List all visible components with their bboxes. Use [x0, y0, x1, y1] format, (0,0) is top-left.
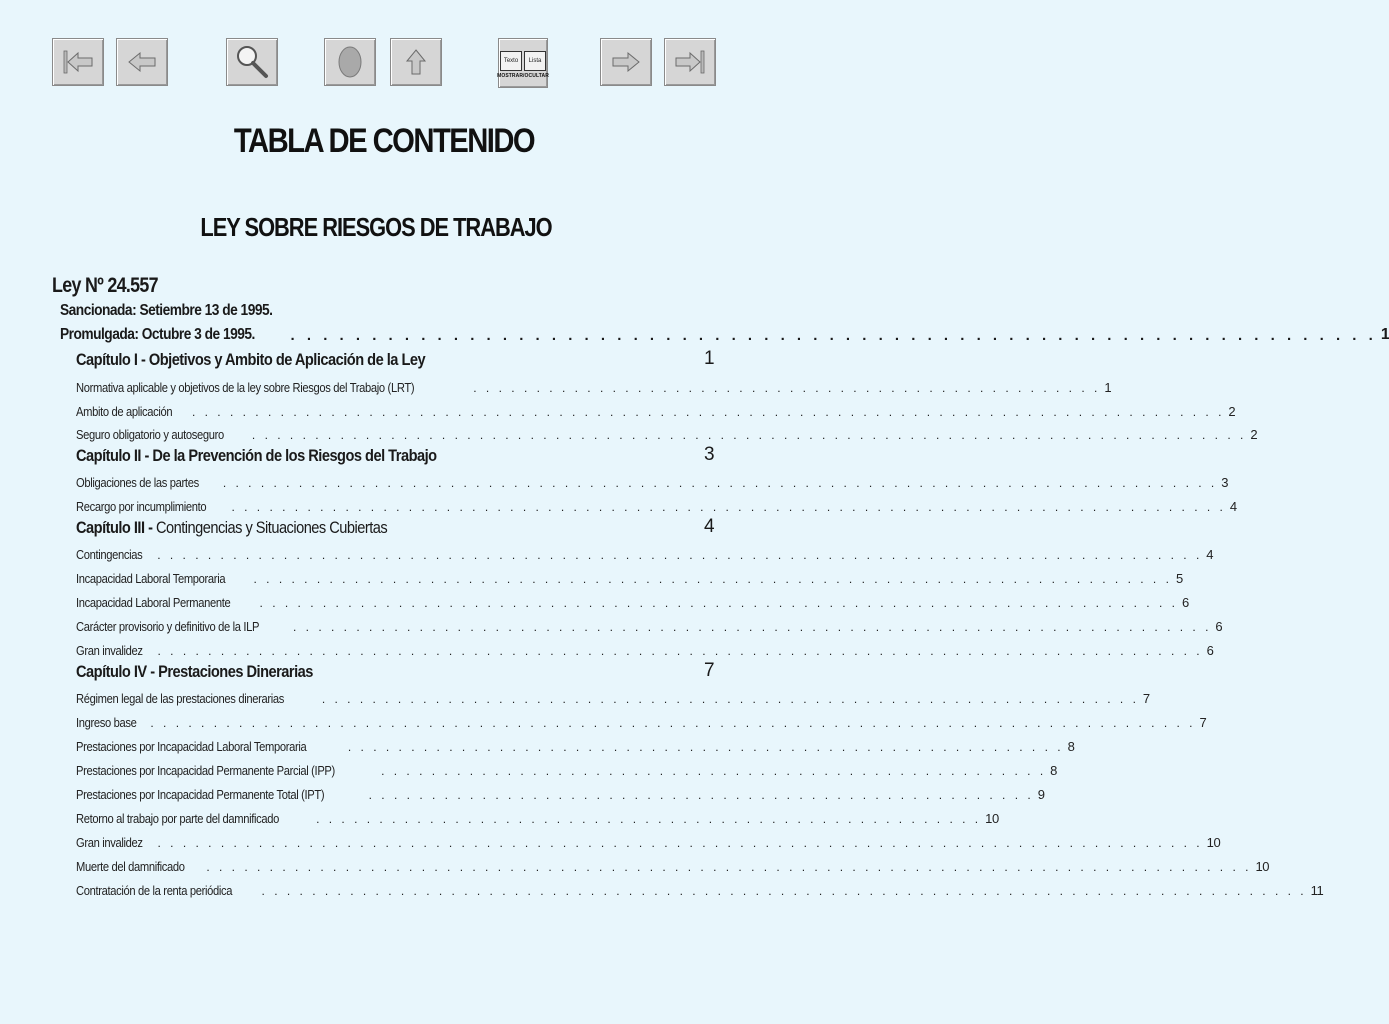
toc-entry[interactable] [76, 852, 1270, 874]
dot-leader: . . . . . . . . . . . . . . . . . . . . . . . . . . . . . . . . . . . . . . . . . . . . . . . . . . . . . . . . . . . . . . . . . . . . . . . . . [253, 572, 1172, 586]
toc-entry[interactable] [76, 588, 1189, 610]
dot-leader: . . . . . . . . . . . . . . . . . . . . . . . . . . . . . . . . . . . . . . . . . . . . . . . . . . . . . [381, 764, 1047, 778]
page-number: 1 [1380, 326, 1389, 343]
next-page-icon [608, 47, 644, 77]
entry-label: Prestaciones por Incapacidad Laboral Temporaria [76, 739, 307, 754]
dot-leader: . . . . . . . . . . . . . . . . . . . . . . . . . . . . . . . . . . . . . . . . . . . . . . . . . . . . . . . . . . . . . . . . . . . . . . . . . . . . . . . . . . [191, 405, 1225, 419]
entry-label: Ingreso base [76, 715, 137, 730]
chapter-title: Capítulo II - De la Prevención de los Riesgos del Trabajo [76, 446, 437, 465]
dot-leader: . . . . . . . . . . . . . . . . . . . . . . . . . . . . . . . . . . . . . . . . . . . . . . . . . . . . . . . . . . . . . . . . . . . . . . . . . . . . . . . . . . . [150, 716, 1196, 730]
dot-leader: . . . . . . . . . . . . . . . . . . . . . . . . . . . . . . . . . . . . . . . . . . . . . . . . . . [473, 381, 1101, 395]
page-number: 2 [1250, 427, 1258, 442]
dot-leader: . . . . . . . . . . . . . . . . . . . . . . . . . . . . . . . . . . . . . . . . . . . . . . . . . . . . . . . . . . . . . . . . . . . . . . . . . [292, 620, 1212, 634]
page-number: 7 [704, 660, 714, 681]
promulgated-row[interactable] [60, 322, 1389, 344]
page-number: 4 [704, 516, 714, 537]
entry-label: Gran invalidez [76, 643, 143, 658]
toc-entry[interactable] [76, 828, 1221, 850]
dot-leader: . . . . . . . . . . . . . . . . . . . . . . . . . . . . . . . . . . . . . . . . . . . . . . . . . . . . . . . . . . . . . . . . . . . . . . . . . . . . . . . . . . . [157, 548, 1203, 562]
navigation-toolbar [0, 38, 768, 90]
dot-leader: . . . . . . . . . . . . . . . . . . . . . . . . . . . . . . . . . . . . . . . . . . . . . . . . . . . . . . . . . . . . . . . . . . . . . . . . . [259, 596, 1178, 610]
up-icon [401, 45, 431, 79]
toc-entry[interactable] [76, 397, 1236, 419]
dot-leader: . . . . . . . . . . . . . . . . . . . . . . . . . . . . . . . . . . . . . . . . . . . . . . . . . . . . . . . . . . . . . . . . . . . . . . . . . . . . . . . [222, 476, 1218, 490]
page-number: 2 [1228, 404, 1236, 419]
page-number: 5 [1175, 571, 1183, 586]
dot-leader: . . . . . . . . . . . . . . . . . . . . . . . . . . . . . . . . . . . . . . . . . . . . . . . . . . . . . . . . . . . . . . . . . . . . . . . . . . . . . . . . . . . [157, 644, 1203, 658]
chapter-1-row[interactable] [76, 346, 714, 370]
chapter-4-row[interactable] [76, 658, 714, 682]
dot-leader: . . . . . . . . . . . . . . . . . . . . . . . . . . . . . . . . . . . . . . . . . . . . . . . . . . . . . [368, 788, 1034, 802]
toc-entry[interactable] [76, 492, 1237, 514]
dot-leader: . . . . . . . . . . . . . . . . . . . . . . . . . . . . . . . . . . . . . . . . . . . . . . . . . . . . . . . . . . . . . . . . . . . [290, 327, 1377, 344]
previous-page-button[interactable] [116, 38, 168, 86]
toc-entry[interactable] [76, 468, 1229, 490]
toc-entry[interactable] [76, 780, 1045, 802]
show-hide-caption: MOSTRAR/OCULTAR [497, 72, 549, 79]
page-number: 1 [1104, 380, 1112, 395]
entry-label: Incapacidad Laboral Temporaria [76, 571, 226, 586]
entry-label: Retorno al trabajo por parte del damnificado [76, 811, 280, 826]
stop-icon [335, 42, 365, 82]
entry-label: Ambito de aplicación [76, 404, 173, 419]
entry-label: Incapacidad Laboral Permanente [76, 595, 231, 610]
page-number: 10 [1255, 859, 1270, 874]
stop-button[interactable] [324, 38, 376, 86]
first-page-button[interactable] [52, 38, 104, 86]
page-number: 8 [1050, 763, 1057, 778]
dot-leader: . . . . . . . . . . . . . . . . . . . . . . . . . . . . . . . . . . . . . . . . . . . . . . . . . . . . . . . . . . . . . . . . . . . . . . . . . . . . . . . . . . . [206, 860, 1252, 874]
sanctioned-date: Sancionada: Setiembre 13 de 1995. [60, 302, 273, 319]
chapter-3-row[interactable] [76, 514, 714, 538]
page-title: TABLA DE CONTENIDO [233, 122, 535, 160]
up-button[interactable] [390, 38, 442, 86]
list-label: Lista [524, 51, 546, 71]
toc-entry[interactable] [76, 373, 1112, 395]
page-number: 6 [1181, 595, 1189, 610]
toc-entry[interactable] [76, 636, 1214, 658]
page-number: 6 [1206, 643, 1214, 658]
last-page-button[interactable] [664, 38, 716, 86]
law-subtitle: LEY SOBRE RIESGOS DE TRABAJO [200, 212, 552, 242]
entry-label: Contingencias [76, 547, 143, 562]
page-number: 10 [985, 811, 999, 826]
chapter-title: Capítulo I - Objetivos y Ambito de Aplicación de la Ley [76, 350, 426, 369]
entry-label: Recargo por incumplimiento [76, 499, 207, 514]
text-view-toggle-icon [500, 51, 546, 71]
entry-label: Contratación de la renta periódica [76, 883, 233, 898]
toc-entry[interactable] [76, 684, 1150, 706]
toc-entry[interactable] [76, 708, 1207, 730]
page-number: 11 [1310, 883, 1324, 898]
entry-label: Obligaciones de las partes [76, 475, 199, 490]
first-page-icon [60, 47, 96, 77]
toc-entry[interactable] [76, 564, 1183, 586]
chapter-name: Contingencias y Situaciones Cubiertas [155, 518, 388, 537]
page-number: 9 [1037, 787, 1045, 802]
chapter-number: Capítulo III - [76, 518, 156, 537]
toc-entry[interactable] [76, 612, 1223, 634]
entry-label: Prestaciones por Incapacidad Permanente Parcial (IPP) [76, 763, 335, 778]
toc-entry[interactable] [76, 420, 1258, 442]
dot-leader: . . . . . . . . . . . . . . . . . . . . . . . . . . . . . . . . . . . . . . . . . . . . . . . . . . . . . . . . . . . . . . . . . . . . . . . . . . . . . . . [251, 428, 1247, 442]
dot-leader: . . . . . . . . . . . . . . . . . . . . . . . . . . . . . . . . . . . . . . . . . . . . . . . . . . . . . . . . . . . . . . . . . . . . . . . . . . . . . . . . . . . [157, 836, 1203, 850]
dot-leader: . . . . . . . . . . . . . . . . . . . . . . . . . . . . . . . . . . . . . . . . . . . . . . . . . . . . . . . . . [347, 740, 1064, 754]
dot-leader: . . . . . . . . . . . . . . . . . . . . . . . . . . . . . . . . . . . . . . . . . . . . . . . . . . . . . . . . . . . . . . . . . . . . . . . . . . . . . . . . . . . [261, 884, 1307, 898]
page-number: 7 [1199, 715, 1207, 730]
search-button[interactable] [226, 38, 278, 86]
toc-entry[interactable] [76, 756, 1057, 778]
page-number: 7 [1142, 691, 1150, 706]
page-number: 10 [1206, 835, 1221, 850]
show-hide-text-button[interactable] [498, 38, 548, 88]
dot-leader: . . . . . . . . . . . . . . . . . . . . . . . . . . . . . . . . . . . . . . . . . . . . . . . . . . . . . . . . . . . . . . . . . [321, 692, 1139, 706]
search-icon [232, 42, 272, 82]
page-number: 3 [704, 444, 714, 465]
toc-entry[interactable] [76, 732, 1075, 754]
entry-label: Carácter provisorio y definitivo de la ILP [76, 619, 260, 634]
chapter-2-row[interactable] [76, 442, 714, 466]
page-number: 4 [1229, 499, 1237, 514]
page-number: 6 [1215, 619, 1223, 634]
entry-label: Seguro obligatorio y autoseguro [76, 427, 224, 442]
entry-label: Muerte del damnificado [76, 859, 185, 874]
previous-page-icon [124, 47, 160, 77]
entry-label: Régimen legal de las prestaciones dinerarias [76, 691, 284, 706]
entry-label: Gran invalidez [76, 835, 143, 850]
chapter-title: Capítulo IV - Prestaciones Dinerarias [76, 662, 313, 681]
page-number: 3 [1221, 475, 1229, 490]
text-label: Texto [500, 51, 522, 71]
chapter-title [76, 518, 387, 538]
dot-leader: . . . . . . . . . . . . . . . . . . . . . . . . . . . . . . . . . . . . . . . . . . . . . . . . . . . . . . . . . . . . . . . . . . . . . . . . . . . . . . . [231, 500, 1226, 514]
toc-entry[interactable] [76, 540, 1214, 562]
toc-entry[interactable] [76, 804, 999, 826]
page-number: 8 [1067, 739, 1075, 754]
law-number: Ley Nº 24.557 [52, 274, 158, 297]
next-page-button[interactable] [600, 38, 652, 86]
dot-leader: . . . . . . . . . . . . . . . . . . . . . . . . . . . . . . . . . . . . . . . . . . . . . . . . . . . . . [316, 812, 982, 826]
entry-label: Normativa aplicable y objetivos de la ley sobre Riesgos del Trabajo (LRT) [76, 380, 415, 395]
page-number: 4 [1206, 547, 1214, 562]
promulgated-label: Promulgada: Octubre 3 de 1995. [60, 326, 255, 343]
entry-label: Prestaciones por Incapacidad Permanente Total (IPT) [76, 787, 325, 802]
toc-entry[interactable] [76, 876, 1324, 898]
page-number: 1 [704, 348, 714, 369]
last-page-icon [672, 47, 708, 77]
